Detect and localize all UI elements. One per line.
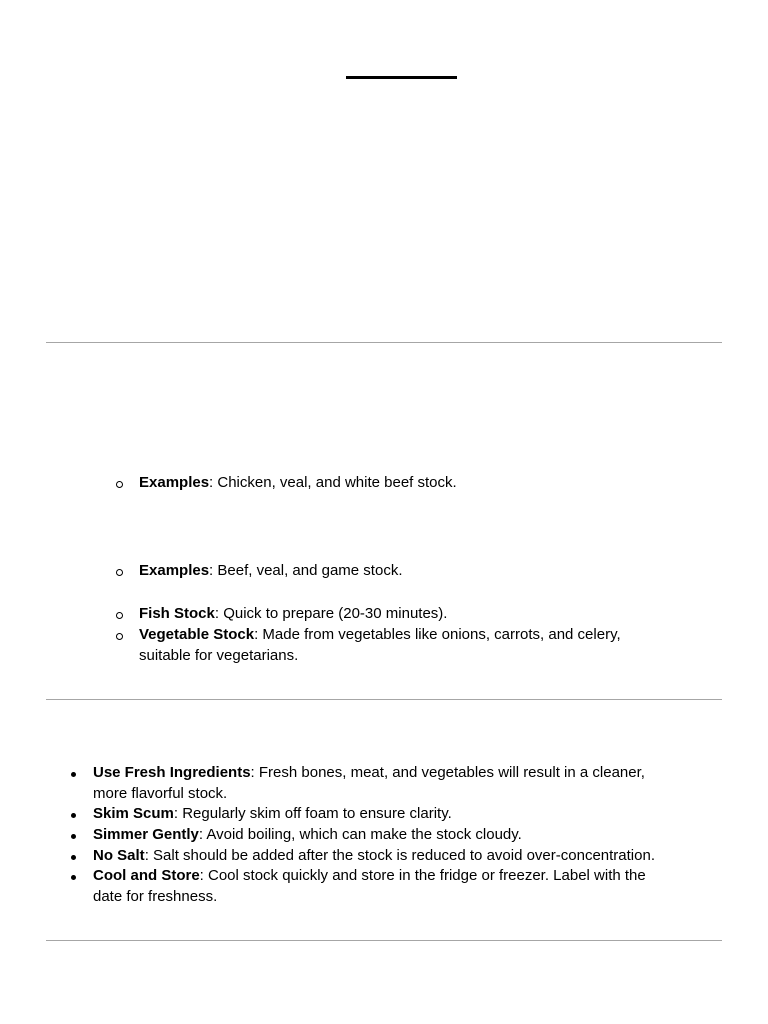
vegetable-stock-item: [139, 625, 621, 666]
tip-item-simmer-gently: [93, 825, 522, 846]
bullet-icon: [71, 855, 76, 860]
section-divider: [46, 699, 722, 700]
hollow-bullet-icon: [116, 633, 123, 640]
item-text: : Avoid boiling, which can make the stock cloudy.: [198, 826, 522, 843]
item-term: Vegetable Stock: [139, 626, 255, 643]
item-term: Fish Stock: [139, 605, 215, 622]
bullet-icon: [71, 772, 76, 777]
item-term: Examples: [139, 474, 210, 491]
item-term: Examples: [139, 562, 210, 579]
item-term: Simmer Gently: [93, 826, 199, 843]
bullet-icon: [71, 875, 76, 880]
item-text: : Regularly skim off foam to ensure clarity.: [173, 805, 452, 822]
item-text: : Salt should be added after the stock is reduced to avoid over-concentration.: [144, 847, 655, 864]
item-text: : Quick to prepare (20-30 minutes).: [214, 605, 448, 622]
title-underline: [346, 76, 457, 79]
item-text: : Chicken, veal, and white beef stock.: [209, 474, 457, 491]
item-text: : Fresh bones, meat, and vegetables will result in a cleaner,: [250, 764, 645, 781]
hollow-bullet-icon: [116, 569, 123, 576]
item-term: No Salt: [93, 847, 145, 864]
item-term: Skim Scum: [93, 805, 174, 822]
hollow-bullet-icon: [116, 481, 123, 488]
fish-stock-item: [139, 604, 447, 625]
item-term: Cool and Store: [93, 867, 200, 884]
hollow-bullet-icon: [116, 612, 123, 619]
tip-item-cool-and-store: [93, 866, 646, 907]
tip-item-fresh-ingredients: [93, 763, 645, 804]
item-text: : Cool stock quickly and store in the fridge or freezer. Label with the: [199, 867, 646, 884]
item-text: : Made from vegetables like onions, carrots, and celery,: [254, 626, 621, 643]
item-text-continued: more flavorful stock.: [93, 784, 228, 802]
item-text: : Beef, veal, and game stock.: [209, 562, 403, 579]
item-text-continued: date for freshness.: [93, 887, 218, 905]
tip-item-no-salt: [93, 846, 655, 867]
item-text-continued: suitable for vegetarians.: [139, 646, 299, 664]
bullet-icon: [71, 834, 76, 839]
tip-item-skim-scum: [93, 804, 452, 825]
white-stock-examples-item: [139, 473, 457, 494]
section-divider: [46, 940, 722, 941]
bullet-icon: [71, 813, 76, 818]
brown-stock-examples-item: [139, 561, 403, 582]
item-term: Use Fresh Ingredients: [93, 764, 251, 781]
section-divider: [46, 342, 722, 343]
